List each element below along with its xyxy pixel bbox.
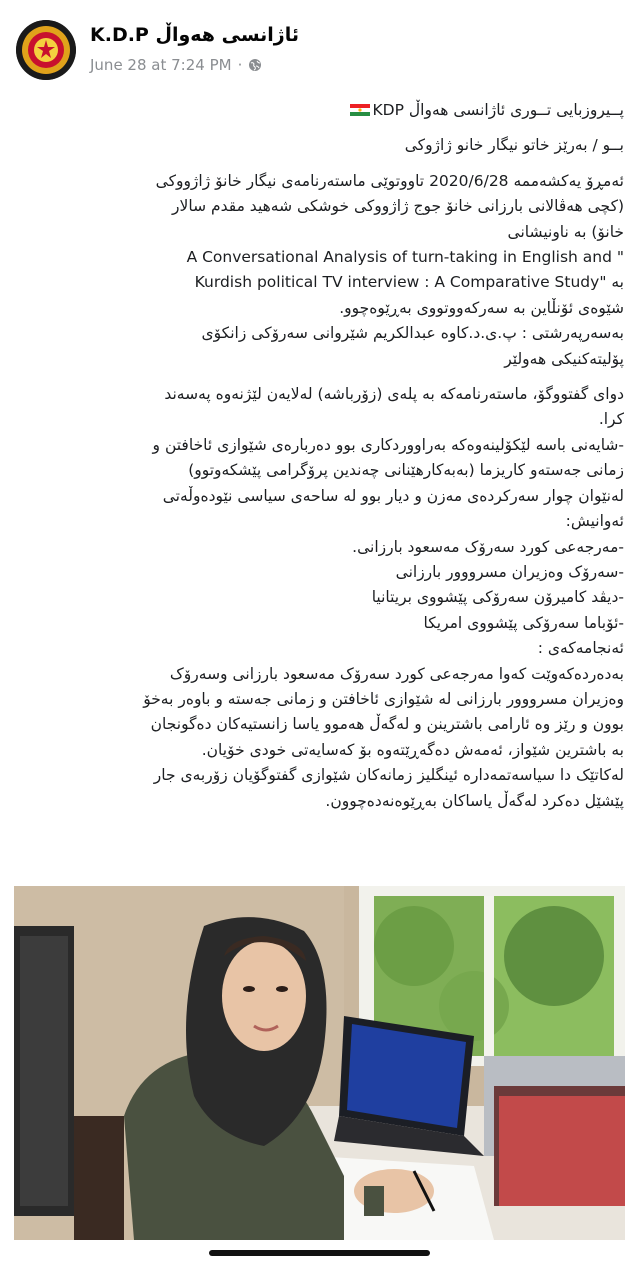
post-line: (کچی هەڤالانی بارزانی خانۆ جوج ژاژووکی خوشکی شەهید مقدم سالار bbox=[172, 197, 624, 216]
post-list-item: -دیڤد کامیرۆن سەرۆکی پێشووی بریتانیا bbox=[371, 588, 624, 607]
post-list-item: -سەرۆک وەزیران مسرووور بارزانی bbox=[395, 562, 624, 581]
post-line: پۆلیتەکنیکی هەولێر bbox=[504, 349, 624, 368]
post-line: ئەوانیش: bbox=[565, 512, 624, 531]
post-line: -شایەنی باسە لێکۆلینەوەکە بەراووردکاری بوو دەربارەی شێوازی ئاخافتن و bbox=[152, 435, 624, 454]
post-line: پێشێل دەکرد لەگەڵ یاساکان بەڕێوەنەدەچوون. bbox=[325, 791, 624, 810]
post-header bbox=[0, 0, 639, 90]
post-list-item: -مەرجەعی کورد سەرۆک مەسعود بارزانی. bbox=[352, 537, 624, 556]
post-line-supervisor: بەسەرپەرشتی : پ.ی.د.کاوە عبدالکریم شێروانی سەرۆکی زانکۆی bbox=[201, 324, 624, 343]
post-line: کرا. bbox=[598, 410, 624, 429]
post-photo[interactable] bbox=[14, 886, 625, 1240]
post-line: لەکاتێک دا سیاسەتمەدارە ئینگلیز زمانەکان شێوازی گفتوگۆیان زۆربەی جار bbox=[153, 766, 624, 785]
post-meta bbox=[90, 56, 262, 74]
post-line: بوون و رێز وە ئارامی باشترینن و لەگەڵ هەموو یاسا زانستیەکان دەگونجان bbox=[150, 715, 624, 734]
home-indicator[interactable] bbox=[209, 1250, 430, 1256]
post-line: ئەمڕۆ یەکشەممە 2020/6/28 تاووتوێی ماستەرنامەی نیگار خانۆ ژاژووکی bbox=[155, 171, 624, 190]
photo-woman-at-laptop bbox=[14, 886, 625, 1240]
post-line-thesis-title: Kurdish political TV interview : A Comparative Study" بە bbox=[194, 273, 624, 292]
post-line: بەدەردەکەوێت کەوا مەرجەعی کورد سەرۆک مەسعود بارزانی وسەرۆک bbox=[169, 664, 624, 683]
meta-separator: · bbox=[237, 56, 243, 74]
post-list-item: -ئۆباما سەرۆکی پێشووی امریکا bbox=[423, 613, 624, 632]
post-line: دوای گفتووگۆ، ماستەرنامەکە بە پلەی (زۆرباشە) لەلایەن لێژنەوە پەسەند bbox=[164, 385, 624, 404]
post-line: وەزیران مسرووور بارزانی لە شێوازی ئاخافتن و زمانی جەستە و باوەر بەخۆ bbox=[143, 689, 624, 708]
kdp-logo-icon bbox=[16, 20, 76, 80]
post-line: خانۆ) بە ناونیشانی bbox=[507, 222, 624, 241]
post-line-recipient: بــو / بەرێز خاتو نیگار خانو ژاژوکی bbox=[404, 136, 624, 155]
kurdistan-flag-icon bbox=[350, 104, 370, 116]
post-line-congrats: پــیروزبایی تــوری ئاژانسی هەواڵ KDP bbox=[14, 98, 624, 123]
post-line-result-heading: ئەنجامەکەی : bbox=[537, 639, 624, 658]
post-date[interactable]: June 28 at 7:24 PM bbox=[90, 56, 232, 74]
post-line: بە باشترین شێواز، ئەمەش دەگەڕێتەوە بۆ کەسایەتی خودی خۆیان. bbox=[201, 740, 624, 759]
page-name[interactable]: ئاژانسی هەواڵ K.D.P bbox=[90, 24, 300, 46]
post-body bbox=[14, 98, 624, 814]
page-avatar[interactable] bbox=[16, 20, 76, 80]
post-line: شێوەی ئۆنڵاین بە سەرکەووتووی بەڕێوەچوو. bbox=[339, 298, 624, 317]
post-line: لەنێوان چوار سەرکردەی مەزن و دیار بوو لە ساحەی سیاسی نێودەوڵەتی bbox=[162, 486, 624, 505]
globe-icon bbox=[248, 58, 262, 72]
post-line-thesis-title: A Conversational Analysis of turn-taking in English and " bbox=[186, 248, 624, 267]
post-line: زمانی جەستەو کاریزما (بەبەکارهێنانی چەندین پرۆگرامی پێشکەوتوو) bbox=[188, 461, 624, 480]
